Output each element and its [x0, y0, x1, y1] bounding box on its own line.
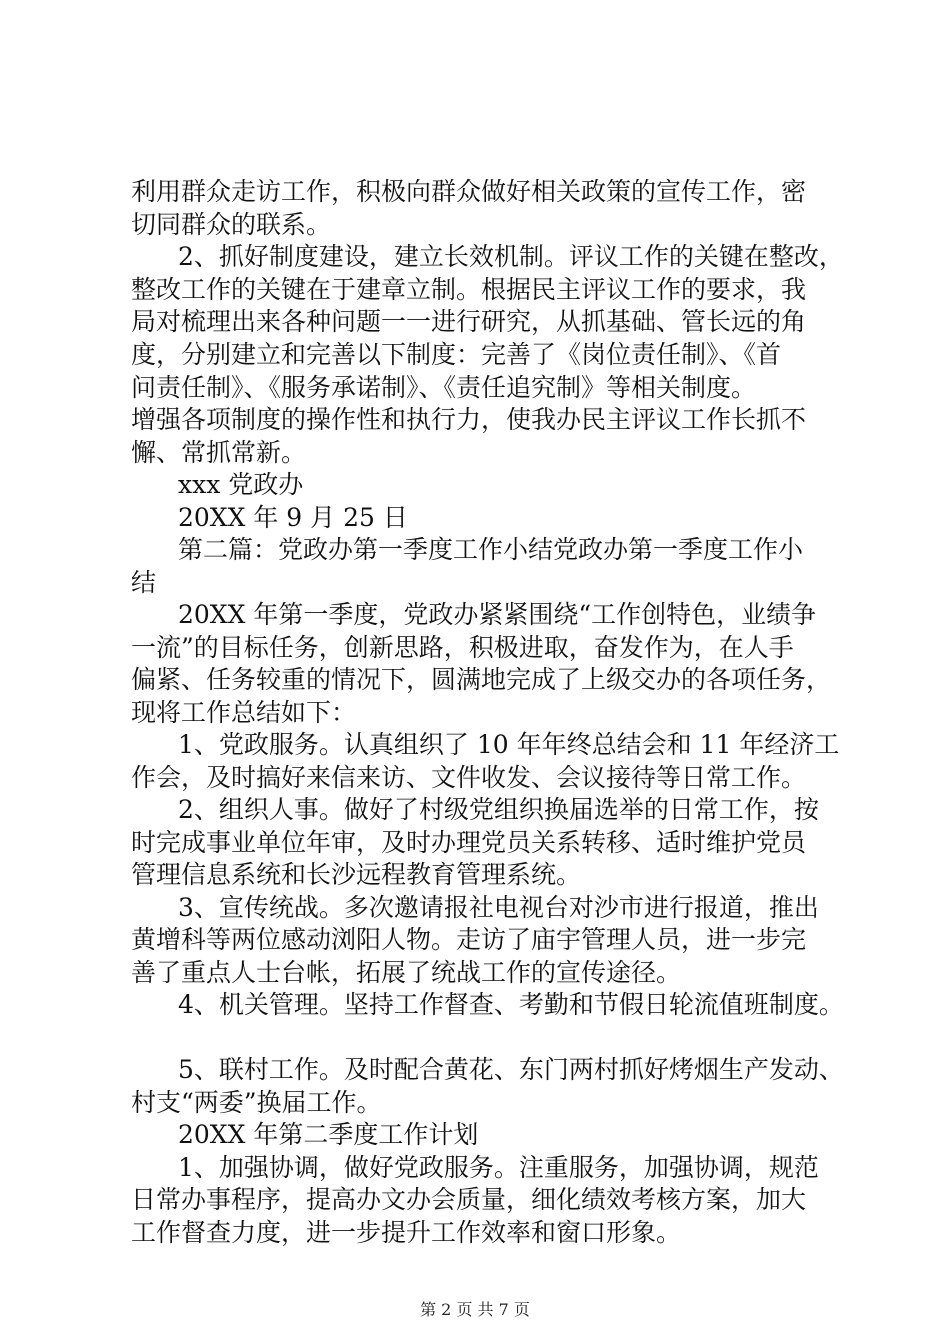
body-text-line: 一流”的目标任务，创新思路，积极进取，奋发作为，在人手 [131, 633, 794, 662]
body-text-line: 3、宣传统战。多次邀请报社电视台对沙市进行报道，推出 [178, 893, 819, 922]
body-text-line: 村支“两委”换届工作。 [131, 1088, 382, 1117]
body-text-line: 日常办事程序，提高办文办会质量，细化绩效考核方案，加大 [131, 1185, 807, 1214]
body-text-line: 1、党政服务。认真组织了 10 年年终总结会和 11 年经济工 [178, 730, 840, 759]
body-text-line: 20XX 年第一季度，党政办紧紧围绕“工作创特色，业绩争 [178, 600, 817, 629]
body-text-line: 现将工作总结如下： [131, 698, 357, 727]
body-text-line: 度，分别建立和完善以下制度：完善了《岗位责任制》、《首 [131, 340, 782, 369]
signature-date: 20XX 年 9 月 25 日 [178, 503, 408, 532]
body-text-line: 黄增科等两位感动浏阳人物。走访了庙宇管理人员，进一步完 [131, 925, 807, 954]
body-text-line: 切同群众的联系。 [131, 210, 332, 239]
body-text-line: 懈、常抓常新。 [131, 438, 307, 467]
body-text-line: 时完成事业单位年审，及时办理党员关系转移、适时维护党员 [131, 828, 807, 857]
body-text-line: 局对梳理出来各种问题一一进行研究，从抓基础、管长远的角 [131, 307, 807, 336]
body-text-line: 2、组织人事。做好了村级党组织换届选举的日常工作，按 [178, 795, 819, 824]
section-heading: 结 [131, 568, 157, 597]
body-text-line: 问责任制》、《服务承诺制》、《责任追究制》等相关制度。 [131, 373, 757, 402]
signature-org: xxx 党政办 [178, 470, 304, 499]
section-heading: 第二篇：党政办第一季度工作小结党政办第一季度工作小 [178, 535, 804, 564]
body-text-line: 利用群众走访工作，积极向群众做好相关政策的宣传工作，密 [131, 177, 807, 206]
body-text-line: 善了重点人士台帐，拓展了统战工作的宣传途径。 [131, 958, 682, 987]
body-text-line: 作会，及时搞好来信来访、文件收发、会议接待等日常工作。 [131, 763, 807, 792]
body-text-line: 5、联村工作。及时配合黄花、东门两村抓好烤烟生产发动、 [178, 1055, 844, 1084]
body-text-line: 整改工作的关键在于建章立制。根据民主评议工作的要求，我 [131, 275, 807, 304]
body-text-line: 2、抓好制度建设，建立长效机制。评议工作的关键在整改， [178, 242, 844, 271]
body-text-line: 4、机关管理。坚持工作督查、考勤和节假日轮流值班制度。 [178, 990, 844, 1019]
body-text-line: 偏紧、任务较重的情况下，圆满地完成了上级交办的各项任务， [131, 665, 832, 694]
body-text-line: 增强各项制度的操作性和执行力，使我办民主评议工作长抓不 [131, 405, 807, 434]
page-number-footer: 第 2 页 共 7 页 [420, 1300, 530, 1319]
body-text-line: 工作督查力度，进一步提升工作效率和窗口形象。 [131, 1218, 682, 1247]
section-heading: 20XX 年第二季度工作计划 [178, 1120, 479, 1149]
body-text-line: 管理信息系统和长沙远程教育管理系统。 [131, 860, 582, 889]
body-text-line: 1、加强协调，做好党政服务。注重服务，加强协调，规范 [178, 1153, 819, 1182]
